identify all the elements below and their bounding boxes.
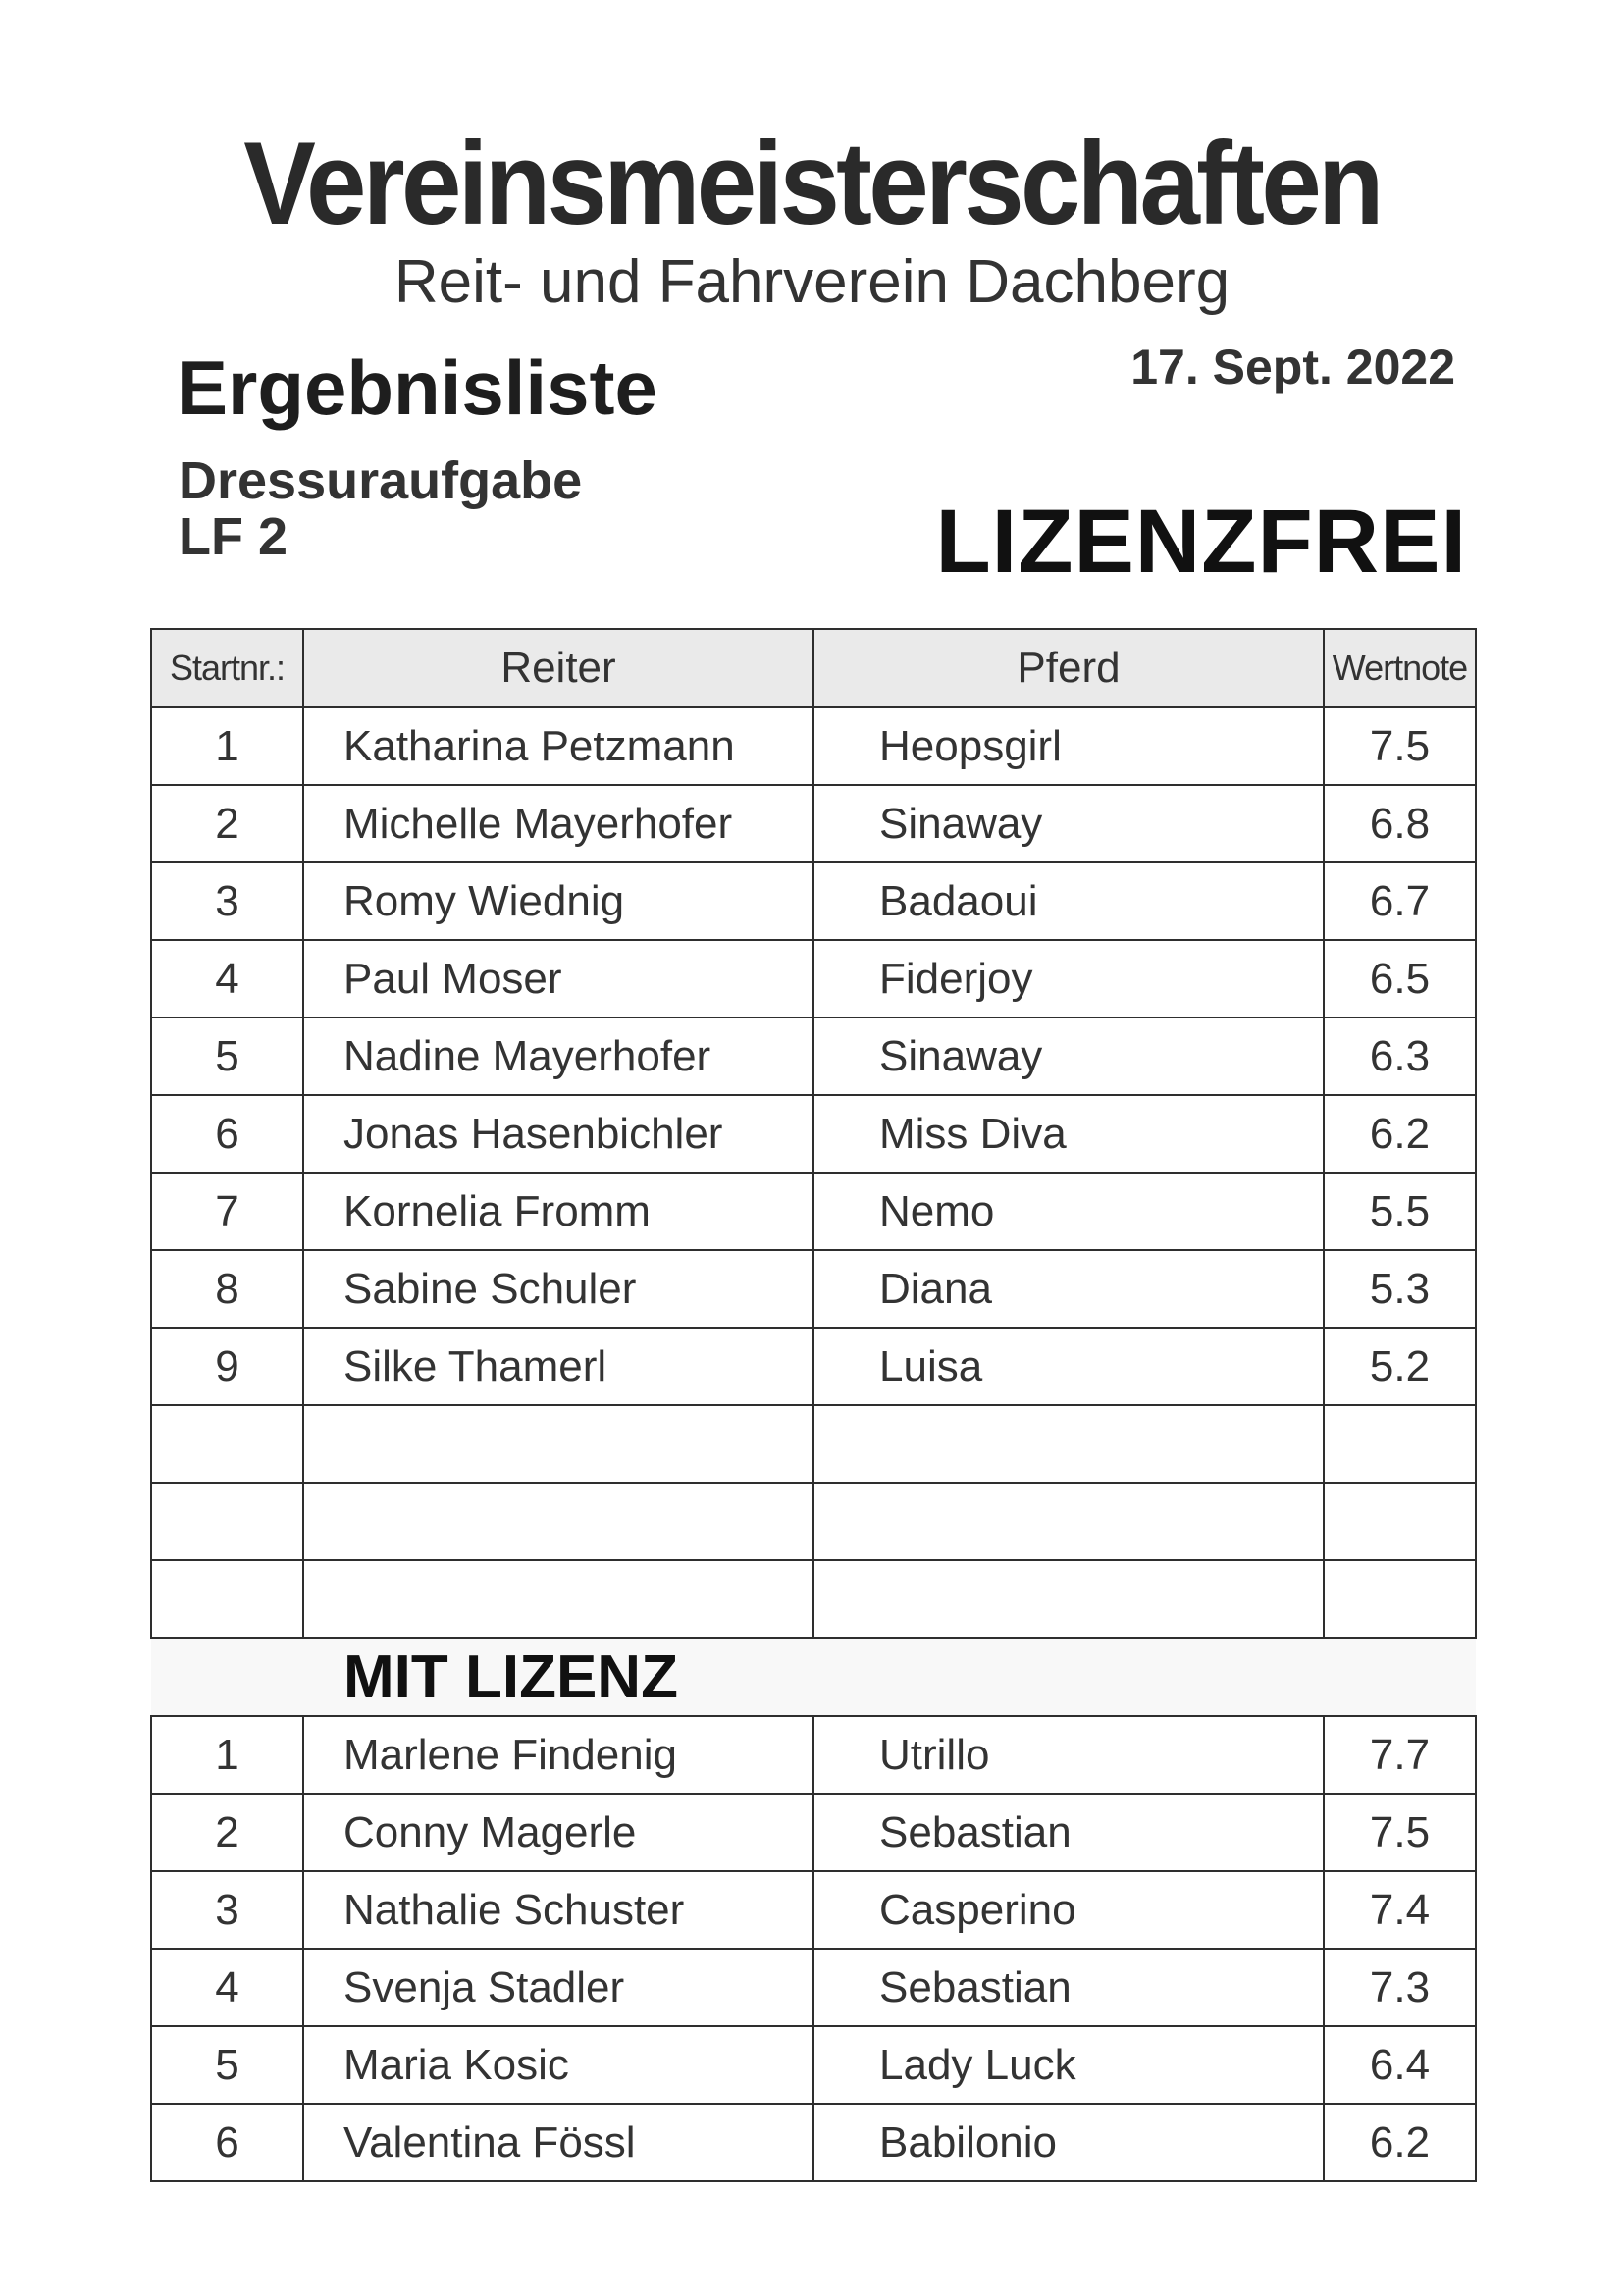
score: 6.4 — [1324, 2026, 1476, 2104]
horse-name: Lady Luck — [813, 2026, 1324, 2104]
start-number: 1 — [151, 1716, 303, 1794]
table-row — [151, 1018, 1476, 1095]
horse-name: Sebastian — [813, 1949, 1324, 2026]
score: 6.2 — [1324, 1095, 1476, 1173]
horse-name: Miss Diva — [813, 1095, 1324, 1173]
section-row-mit-lizenz — [151, 1638, 1476, 1716]
start-number: 4 — [151, 940, 303, 1018]
horse-name: Babilonio — [813, 2104, 1324, 2181]
start-number: 5 — [151, 2026, 303, 2104]
event-date: 17. Sept. 2022 — [1130, 339, 1455, 394]
rider-name: Marlene Findenig — [303, 1716, 813, 1794]
start-number: 6 — [151, 2104, 303, 2181]
start-number: 8 — [151, 1250, 303, 1328]
table-row — [151, 2026, 1476, 2104]
table-row — [151, 940, 1476, 1018]
table-row — [151, 785, 1476, 862]
empty-row — [151, 1405, 1476, 1483]
table-row — [151, 1328, 1476, 1405]
horse-name: Sinaway — [813, 785, 1324, 862]
horse-name: Nemo — [813, 1173, 1324, 1250]
document-title: Vereinsmeisterschaften — [243, 118, 1381, 249]
column-header-reiter: Reiter — [303, 629, 813, 707]
score: 6.5 — [1324, 940, 1476, 1018]
rider-name: Nathalie Schuster — [303, 1871, 813, 1949]
table-row — [151, 1716, 1476, 1794]
rider-name: Silke Thamerl — [303, 1328, 813, 1405]
score: 7.5 — [1324, 707, 1476, 785]
task-block — [179, 453, 582, 564]
rider-name: Valentina Fössl — [303, 2104, 813, 2181]
horse-name: Sinaway — [813, 1018, 1324, 1095]
score: 7.5 — [1324, 1794, 1476, 1871]
club-name: Reit- und Fahrverein Dachberg — [393, 248, 1231, 316]
results-table — [150, 628, 1477, 2182]
horse-name: Diana — [813, 1250, 1324, 1328]
table-row — [151, 1250, 1476, 1328]
score: 7.7 — [1324, 1716, 1476, 1794]
table-row — [151, 1794, 1476, 1871]
score: 6.7 — [1324, 862, 1476, 940]
score: 5.2 — [1324, 1328, 1476, 1405]
horse-name: Badaoui — [813, 862, 1324, 940]
task-code: LF 2 — [179, 506, 288, 566]
start-number: 3 — [151, 862, 303, 940]
rider-name: Jonas Hasenbichler — [303, 1095, 813, 1173]
rider-name: Svenja Stadler — [303, 1949, 813, 2026]
horse-name: Sebastian — [813, 1794, 1324, 1871]
table-row — [151, 1949, 1476, 2026]
column-header-pferd: Pferd — [813, 629, 1324, 707]
empty-row — [151, 1483, 1476, 1560]
start-number: 9 — [151, 1328, 303, 1405]
start-number: 5 — [151, 1018, 303, 1095]
score: 6.2 — [1324, 2104, 1476, 2181]
start-number: 4 — [151, 1949, 303, 2026]
rider-name: Katharina Petzmann — [303, 707, 813, 785]
empty-row — [151, 1560, 1476, 1638]
category-mit-lizenz: MIT LIZENZ — [151, 1638, 1476, 1716]
rider-name: Maria Kosic — [303, 2026, 813, 2104]
horse-name: Heopsgirl — [813, 707, 1324, 785]
score: 5.3 — [1324, 1250, 1476, 1328]
horse-name: Luisa — [813, 1328, 1324, 1405]
rider-name: Nadine Mayerhofer — [303, 1018, 813, 1095]
table-row — [151, 2104, 1476, 2181]
rider-name: Sabine Schuler — [303, 1250, 813, 1328]
list-title: Ergebnisliste — [177, 344, 657, 431]
rider-name: Michelle Mayerhofer — [303, 785, 813, 862]
rider-name: Romy Wiednig — [303, 862, 813, 940]
table-row — [151, 862, 1476, 940]
start-number: 3 — [151, 1871, 303, 1949]
start-number: 2 — [151, 1794, 303, 1871]
column-header-startnr: Startnr.: — [151, 629, 303, 707]
score: 6.8 — [1324, 785, 1476, 862]
score: 7.3 — [1324, 1949, 1476, 2026]
table-header-row — [151, 629, 1476, 707]
column-header-wertnote: Wertnote — [1324, 629, 1476, 707]
table-row — [151, 1095, 1476, 1173]
start-number: 2 — [151, 785, 303, 862]
start-number: 1 — [151, 707, 303, 785]
score: 5.5 — [1324, 1173, 1476, 1250]
score: 7.4 — [1324, 1871, 1476, 1949]
rider-name: Kornelia Fromm — [303, 1173, 813, 1250]
start-number: 6 — [151, 1095, 303, 1173]
rider-name: Conny Magerle — [303, 1794, 813, 1871]
score: 6.3 — [1324, 1018, 1476, 1095]
horse-name: Utrillo — [813, 1716, 1324, 1794]
category-lizenzfrei: LIZENZFREI — [935, 492, 1467, 592]
table-row — [151, 1173, 1476, 1250]
task-name: Dressuraufgabe — [179, 451, 583, 510]
table-row — [151, 1871, 1476, 1949]
rider-name: Paul Moser — [303, 940, 813, 1018]
horse-name: Casperino — [813, 1871, 1324, 1949]
horse-name: Fiderjoy — [813, 940, 1324, 1018]
start-number: 7 — [151, 1173, 303, 1250]
table-row — [151, 707, 1476, 785]
